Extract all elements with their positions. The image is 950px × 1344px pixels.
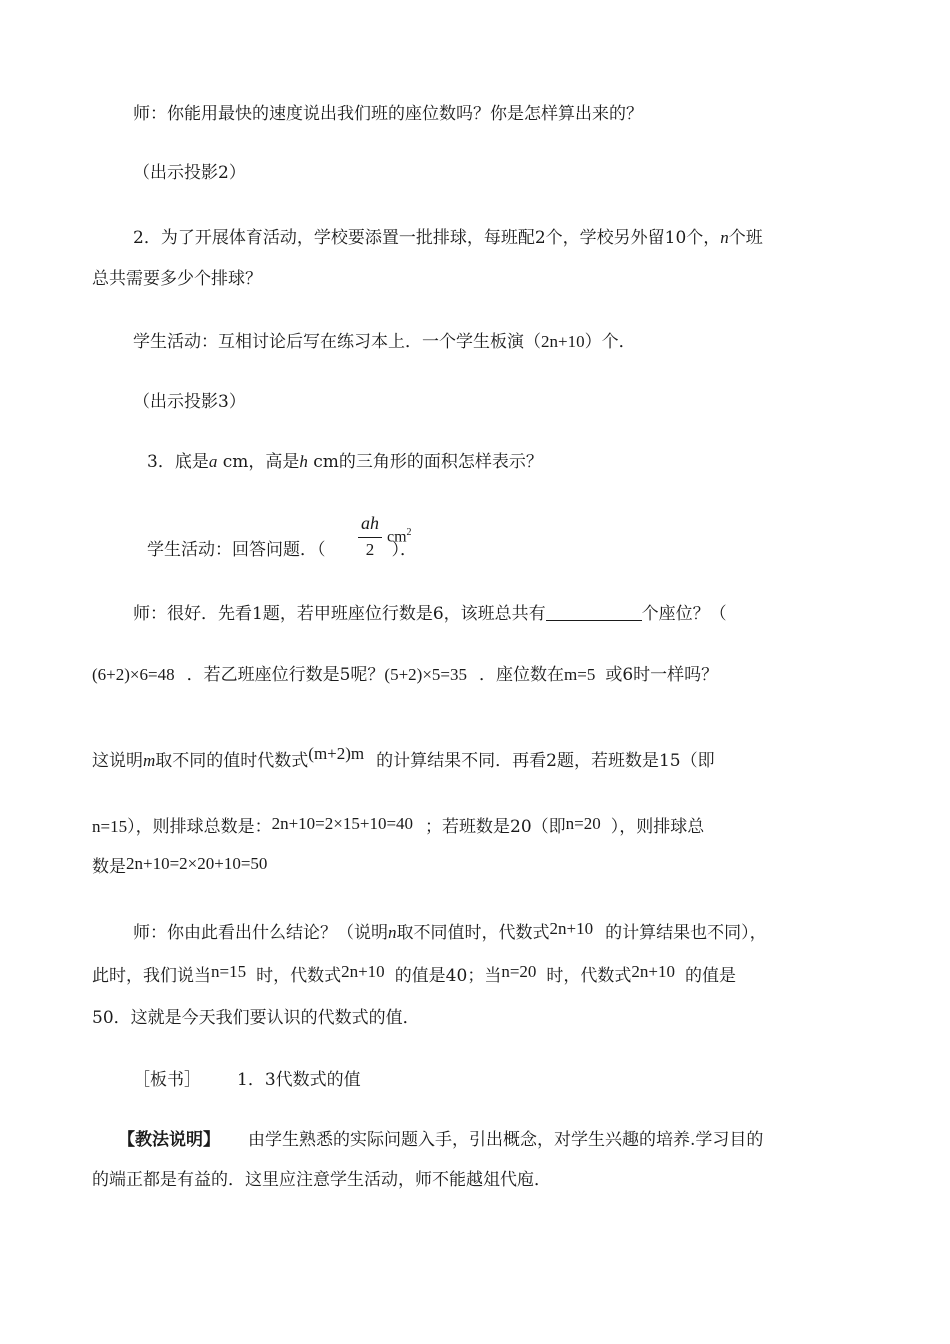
text: （出示投影2） [133, 163, 246, 183]
text: 个班 [728, 228, 763, 248]
formula: 2n+10=2×20+10=50 [126, 854, 268, 873]
text: 的计算结果不同．再看2题，若班数是15（即 [376, 751, 715, 771]
calculation-line [92, 664, 718, 686]
text: 这说明 [92, 751, 143, 771]
teaching-note-label: 【教法说明】 [118, 1130, 220, 1150]
explanation-line-1 [92, 744, 715, 772]
formula: 2n+10 [341, 962, 385, 981]
text: 3．底是 [147, 452, 209, 472]
variable: n [388, 923, 397, 942]
variable: m [143, 751, 156, 770]
text: 或6时一样吗？ [605, 665, 719, 685]
formula: (5+2)×5=35 [384, 665, 468, 684]
text: ）． [391, 540, 417, 560]
problem-3 [147, 451, 543, 473]
text: （出示投影3） [133, 392, 246, 412]
unit-label [387, 527, 412, 546]
text: ），则排球总数是： [127, 817, 272, 837]
variable: n [720, 228, 729, 247]
text: 的值是 [685, 966, 737, 986]
fraction-bar [358, 537, 382, 538]
text: 的计算结果也不同）， [605, 923, 767, 943]
teacher-remark-1 [133, 603, 727, 625]
projection-label-3 [133, 391, 246, 413]
text: cm，高是 [217, 452, 300, 472]
text: ．座位数在 [479, 665, 565, 685]
text: 取不同值时，代数式 [396, 923, 550, 943]
text: 师：很好．先看1题，若甲班座位行数是6，该班总共有 [133, 604, 546, 624]
text: 学生活动：回答问题．（ [147, 540, 326, 560]
formula: 2n+10 [541, 332, 585, 351]
text: 此时，我们说当 [92, 966, 211, 986]
paragraph-teacher-question [133, 103, 643, 125]
formula: m=5 [564, 665, 596, 684]
formula: n=15 [92, 817, 128, 836]
formula: 2n+10=2×15+10=40 [271, 814, 414, 833]
variable: a [208, 452, 218, 471]
text: 2．为了开展体育活动，学校要添置一批排球，每班配2个，学校另外留10个， [133, 228, 721, 248]
fraction-numerator: ah [361, 513, 379, 533]
formula: (m+2)m [308, 744, 365, 763]
problem-2-line-1 [133, 227, 763, 249]
unit: cm [387, 528, 407, 546]
text: 师：你能用最快的速度说出我们班的座位数吗？你是怎样算出来的？ [133, 104, 643, 124]
board-note [133, 1069, 361, 1091]
text: 的端正都是有益的．这里应注意学生活动，师不能越俎代庖． [92, 1170, 551, 1190]
fill-in-blank [546, 604, 642, 621]
board-note-title: 1．3代数式的值 [237, 1070, 361, 1090]
problem-2-line-2 [92, 268, 262, 290]
text: 时，代数式 [256, 966, 342, 986]
text: 学生活动：互相讨论后写在练习本上．一个学生板演（ [133, 332, 541, 352]
projection-label-2 [133, 162, 246, 184]
text: 由学生熟悉的实际问题入手，引出概念，对学生兴趣的培养.学习目的 [248, 1130, 764, 1150]
teaching-note-line-2 [92, 1169, 551, 1191]
text: 时，代数式 [546, 966, 632, 986]
teacher-remark-2-line-2 [92, 962, 737, 987]
teacher-remark-2-line-3 [92, 1007, 420, 1029]
formula: n=15 [211, 962, 247, 981]
text: ．若乙班座位行数是5呢？ [186, 665, 385, 685]
teacher-remark-2-line-1 [133, 919, 767, 944]
text: cm的三角形的面积怎样表示？ [307, 452, 543, 472]
text: ），则排球总 [610, 817, 705, 837]
text: ）个． [584, 332, 636, 352]
text: 50．这就是今天我们要认识的代数式的值． [92, 1008, 420, 1028]
text: 师：你由此看出什么结论？（说明 [133, 923, 388, 943]
formula: n=20 [565, 814, 601, 833]
student-activity-1 [133, 331, 636, 353]
fraction-denominator: 2 [365, 540, 375, 559]
teaching-note-line-1 [118, 1129, 763, 1151]
text: 个座位？（ [641, 604, 727, 624]
text: 的值是40；当 [394, 966, 502, 986]
formula: 2n+10 [631, 962, 676, 981]
formula: (6+2)×6=48 [92, 665, 175, 684]
formula: n=20 [501, 962, 537, 981]
text: 总共需要多少个排球？ [92, 269, 262, 289]
formula: 2n+10 [549, 919, 594, 938]
explanation-line-2 [92, 816, 704, 838]
text: 取不同的值时代数式 [155, 751, 309, 771]
unit-exponent: 2 [406, 527, 412, 538]
explanation-line-3 [92, 856, 267, 878]
board-note-label: ［板书］ [133, 1070, 201, 1090]
text: ；若班数是20（即 [425, 817, 566, 837]
text: 数是 [92, 857, 126, 877]
variable: h [299, 452, 308, 471]
